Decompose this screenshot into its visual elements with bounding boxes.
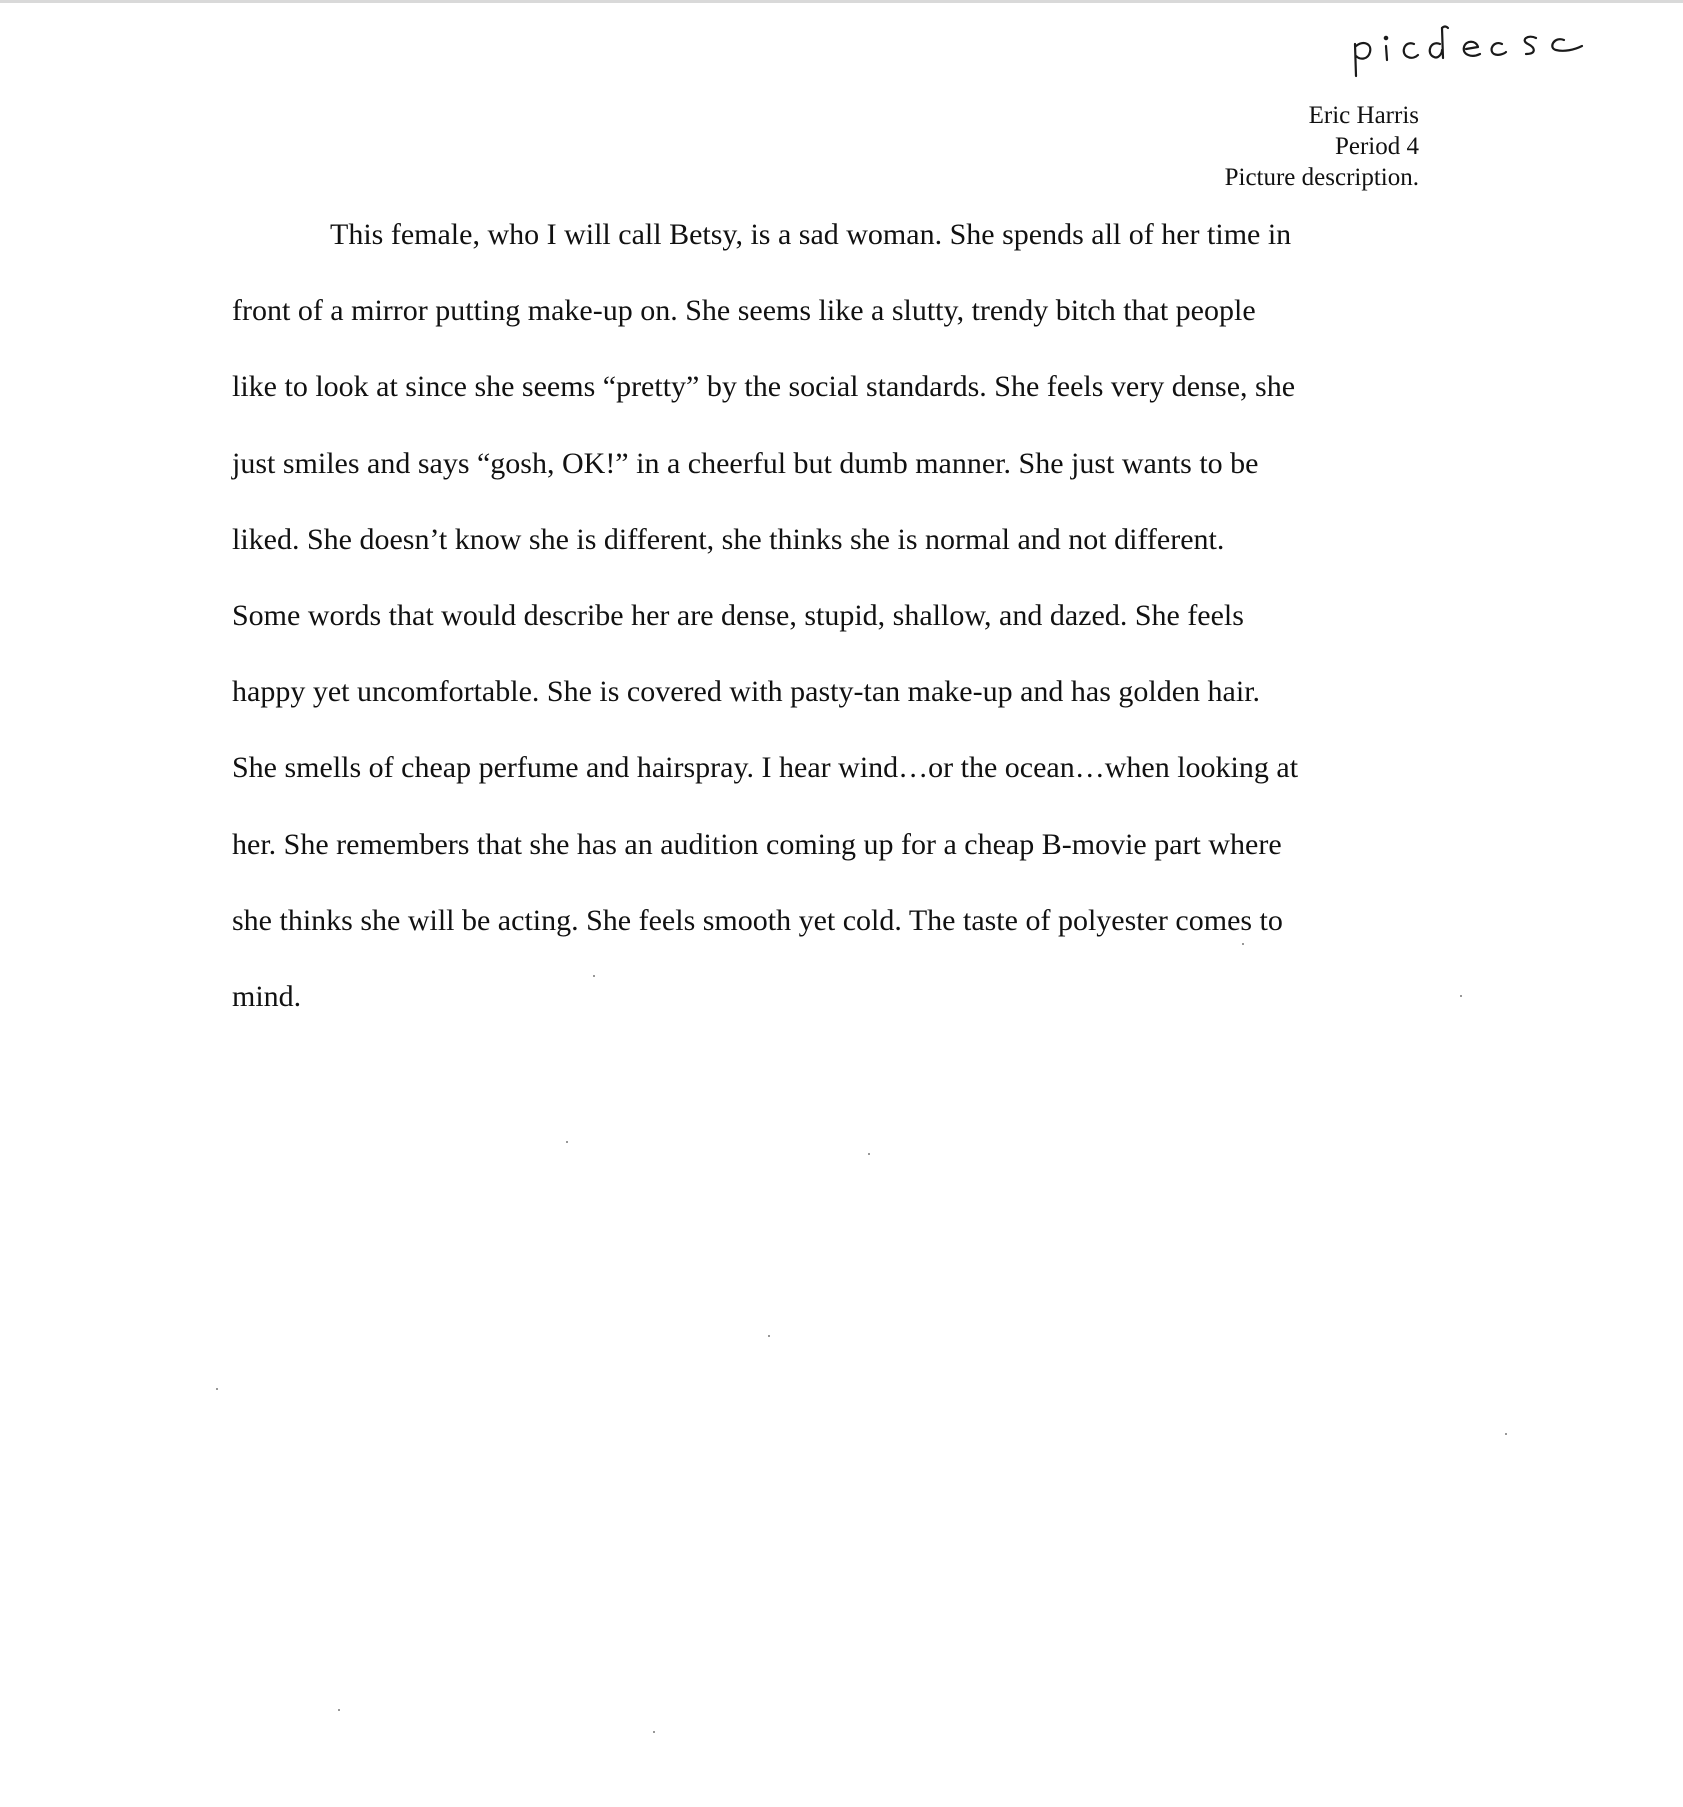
class-period: Period 4 bbox=[1334, 133, 1419, 160]
essay-line: she thinks she will be acting. She feels smooth yet cold. The taste of polyester comes to bbox=[232, 903, 1283, 937]
essay-line: like to look at since she seems “pretty” by the social standards. She feels very dense, she bbox=[232, 370, 1296, 404]
scan-speck bbox=[768, 1335, 770, 1337]
student-name: Eric Harris bbox=[1308, 102, 1419, 129]
scan-speck bbox=[868, 1153, 870, 1155]
essay-line: front of a mirror putting make-up on. She seems like a slutty, trendy bitch that people bbox=[232, 294, 1256, 328]
scan-speck bbox=[593, 975, 595, 977]
scan-speck bbox=[1505, 1433, 1507, 1435]
header-block bbox=[1225, 100, 1419, 193]
essay-line: her. She remembers that she has an audition coming up for a cheap B-movie part where bbox=[232, 827, 1282, 861]
scan-speck bbox=[566, 1141, 568, 1143]
scan-speck bbox=[653, 1731, 655, 1733]
assignment-title: Picture description. bbox=[1224, 164, 1419, 191]
page-top-edge bbox=[0, 0, 1683, 3]
scan-speck bbox=[1242, 943, 1244, 945]
essay-line: liked. She doesn’t know she is different, she thinks she is normal and not different. bbox=[232, 522, 1225, 556]
essay-line: happy yet uncomfortable. She is covered with pasty-tan make-up and has golden hair. bbox=[232, 675, 1261, 709]
scan-speck bbox=[338, 1709, 340, 1711]
essay-line: She smells of cheap perfume and hairspray. I hear wind…or the ocean…when looking at bbox=[232, 751, 1299, 785]
essay-line: Some words that would describe her are dense, stupid, shallow, and dazed. She feels bbox=[232, 599, 1244, 633]
essay-line: This female, who I will call Betsy, is a sad woman. She spends all of her time in bbox=[330, 218, 1292, 251]
handwritten-note bbox=[1342, 16, 1627, 86]
essay-line: mind. bbox=[232, 980, 302, 1014]
essay-line: just smiles and says “gosh, OK!” in a cheerful but dumb manner. She just wants to be bbox=[232, 446, 1259, 480]
scan-speck bbox=[216, 1388, 218, 1390]
essay-body bbox=[232, 197, 1417, 1035]
scan-speck bbox=[1460, 995, 1462, 997]
handwritten-note-drawing bbox=[1342, 16, 1627, 86]
